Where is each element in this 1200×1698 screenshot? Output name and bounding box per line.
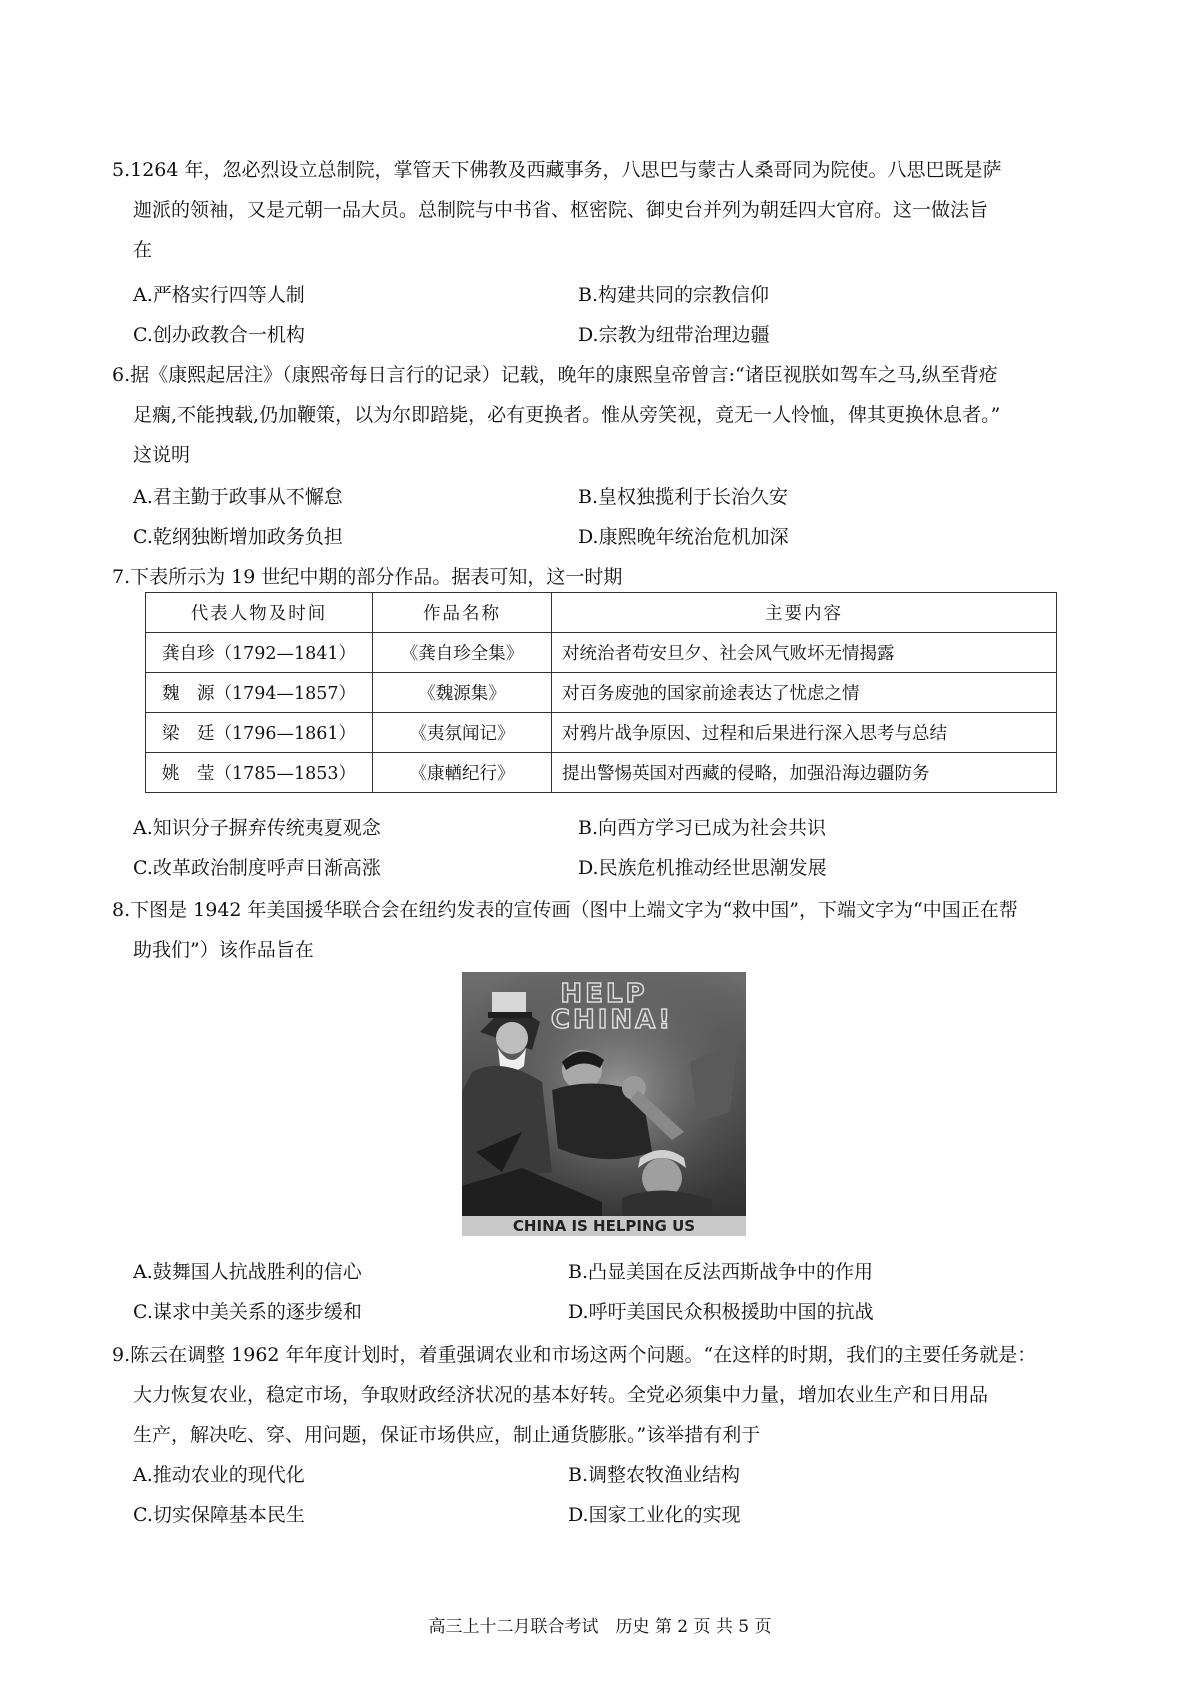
option-b: B.构建共同的宗教信仰	[578, 284, 770, 306]
option-b: B.皇权独揽利于长治久安	[578, 486, 789, 508]
question-text-line: 5.1264 年，忽必烈设立总制院，掌管天下佛教及西藏事务，八思巴与蒙古人桑哥同为院使。八思巴既是萨	[112, 159, 1002, 181]
question-text-line: 迦派的领袖，又是元朝一品大员。总制院与中书省、枢密院、御史台并列为朝廷四大官府。这一做法旨	[133, 199, 989, 221]
question-text-line: 在	[133, 239, 153, 261]
option-a: A.推动农业的现代化	[133, 1464, 305, 1486]
table-header: 代表人物及时间	[146, 593, 373, 633]
table-cell: 对百务废弛的国家前途表达了忧虑之情	[552, 673, 1057, 713]
question-text-line: 生产，解决吃、穿、用问题，保证市场供应，制止通货膨胀。”该举措有利于	[133, 1424, 761, 1446]
option-b: B.向西方学习已成为社会共识	[578, 817, 827, 839]
table-cell: 梁 廷（1796—1861）	[146, 713, 373, 753]
table-cell: 姚 莹（1785—1853）	[146, 753, 373, 793]
option-d: D.宗教为纽带治理边疆	[578, 324, 770, 346]
table-cell: 《康輶纪行》	[373, 753, 552, 793]
table-cell: 《龚自珍全集》	[373, 633, 552, 673]
option-a: A.鼓舞国人抗战胜利的信心	[133, 1261, 362, 1283]
question-text-line: 大力恢复农业，稳定市场，争取财政经济状况的基本好转。全党必须集中力量，增加农业生产和日用品	[133, 1384, 989, 1406]
table-header-row	[146, 593, 1057, 633]
option-c: C.创办政教合一机构	[133, 324, 305, 346]
table-row	[146, 753, 1057, 793]
works-table	[145, 592, 1057, 793]
table-cell: 龚自珍（1792—1841）	[146, 633, 373, 673]
table-header: 主要内容	[552, 593, 1057, 633]
option-b: B.凸显美国在反法西斯战争中的作用	[568, 1261, 874, 1283]
poster-top-text: CHINA!	[550, 1005, 674, 1035]
question-text-line: 7.下表所示为 19 世纪中期的部分作品。据表可知，这一时期	[112, 566, 623, 588]
option-d: D.呼吁美国民众积极援助中国的抗战	[568, 1301, 874, 1323]
table-row	[146, 713, 1057, 753]
option-d: D.康熙晚年统治危机加深	[578, 526, 789, 548]
question-text-line: 6.据《康熙起居注》（康熙帝每日言行的记录）记载，晚年的康熙皇帝曾言:“诸臣视朕如驾车之马,纵至背疮	[112, 364, 998, 386]
poster-top-text: HELP	[560, 979, 648, 1009]
table-row	[146, 673, 1057, 713]
option-a: A.严格实行四等人制	[133, 284, 305, 306]
propaganda-poster	[462, 972, 746, 1236]
question-text-line: 8.下图是 1942 年美国援华联合会在纽约发表的宣传画（图中上端文字为“救中国”，下端文字为“中国正在帮	[112, 899, 1018, 921]
option-d: D.国家工业化的实现	[568, 1504, 741, 1526]
table-header: 作品名称	[373, 593, 552, 633]
table-row	[146, 633, 1057, 673]
question-text-line: 这说明	[133, 444, 191, 466]
option-c: C.谋求中美关系的逐步缓和	[133, 1301, 362, 1323]
table-cell: 《魏源集》	[373, 673, 552, 713]
poster-bottom-text: CHINA IS HELPING US	[512, 1217, 696, 1235]
table-cell: 提出警惕英国对西藏的侵略，加强沿海边疆防务	[552, 753, 1057, 793]
option-c: C.改革政治制度呼声日渐高涨	[133, 857, 381, 879]
table-cell: 对鸦片战争原因、过程和后果进行深入思考与总结	[552, 713, 1057, 753]
option-a: A.君主勤于政事从不懈怠	[133, 486, 343, 508]
option-a: A.知识分子摒弃传统夷夏观念	[133, 817, 381, 839]
option-b: B.调整农牧渔业结构	[568, 1464, 741, 1486]
option-c: C.乾纲独断增加政务负担	[133, 526, 343, 548]
table-cell: 对统治者苟安旦夕、社会风气败坏无情揭露	[552, 633, 1057, 673]
question-text-line: 足瘸,不能拽载,仍加鞭策，以为尔即踣毙，必有更换者。惟从旁笑视，竟无一人怜恤，俾其更换休息者。”	[133, 404, 1001, 426]
question-text-line: 9.陈云在调整 1962 年年度计划时，着重强调农业和市场这两个问题。“在这样的时期，我们的主要任务就是：	[112, 1344, 1037, 1366]
table-cell: 魏 源（1794—1857）	[146, 673, 373, 713]
question-text-line: 助我们”）该作品旨在	[133, 939, 314, 961]
option-d: D.民族危机推动经世思潮发展	[578, 857, 827, 879]
option-c: C.切实保障基本民生	[133, 1504, 305, 1526]
page-footer: 高三上十二月联合考试 历史 第 2 页 共 5 页	[428, 1617, 772, 1637]
table-cell: 《夷氛闻记》	[373, 713, 552, 753]
